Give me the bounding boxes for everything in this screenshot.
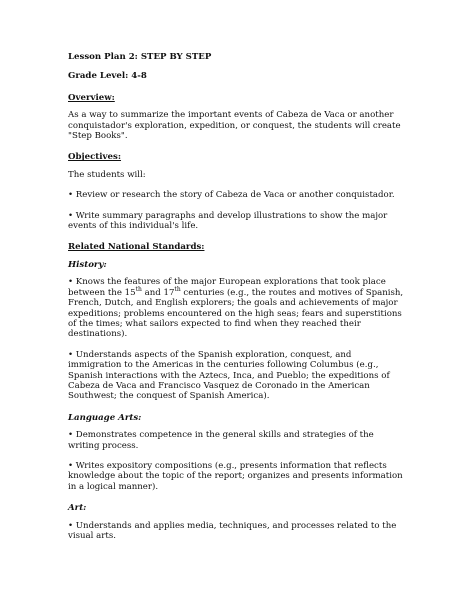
grade-level: Grade Level: 4-8 [68, 71, 147, 82]
superscript-th: th [135, 285, 142, 293]
language-arts-standard-item: • Demonstrates competence in the general skills and strategies of the writing process. [68, 430, 374, 451]
history-subheading: History: [68, 259, 107, 270]
art-standard-item: • Understands and applies media, techniques, and processes related to the visual arts. [68, 520, 397, 541]
standards-heading: Related National Standards: [68, 242, 205, 253]
overview-heading: Overview: [68, 92, 115, 103]
lesson-title: Lesson Plan 2: STEP BY STEP [68, 52, 212, 62]
objective-item: • Review or research the story of Cabeza de Vaca or another conquistador. [68, 190, 395, 201]
history-standard-item [68, 277, 404, 339]
history-item1-part-a: • Knows the features of the major European explorations that took place between the 15 [68, 277, 386, 298]
overview-text: As a way to summarize the important events of Cabeza de Vaca or another conquistador's exploration, expedition, or conquest, the students will create "Step Books". [68, 110, 401, 142]
objectives-heading: Objectives: [68, 152, 122, 163]
art-subheading: Art: [68, 503, 87, 514]
language-arts-subheading: Language Arts: [68, 412, 142, 423]
language-arts-standard-item: • Writes expository compositions (e.g., presents information that reflects knowledge about the topic of the report; organizes and presents information in a logical manner). [68, 460, 403, 492]
objectives-intro: The students will: [68, 169, 146, 180]
history-item1-part-c: centuries (e.g., the routes and motives of Spanish, French, Dutch, and English explorers; the goals and achievements of major expeditions; problems encountered on the high seas; fears and superstitions of the times; what sailors expected to find when they reached their destinations). [68, 287, 404, 340]
superscript-th: th [174, 285, 181, 293]
history-item1-part-b: and 17 [141, 287, 175, 298]
history-standard-item: • Understands aspects of the Spanish exploration, conquest, and immigration to the Americas in the centuries following Columbus (e.g., Spanish interactions with the Aztecs, Inca, and Pueblo; the expeditions of Cabeza de Vaca and Francisco Vasquez de Coronado in the American Southwest; the conquest of Spanish America). [68, 349, 390, 402]
objective-item: • Write summary paragraphs and develop illustrations to show the major events of this individual's life. [68, 210, 388, 232]
